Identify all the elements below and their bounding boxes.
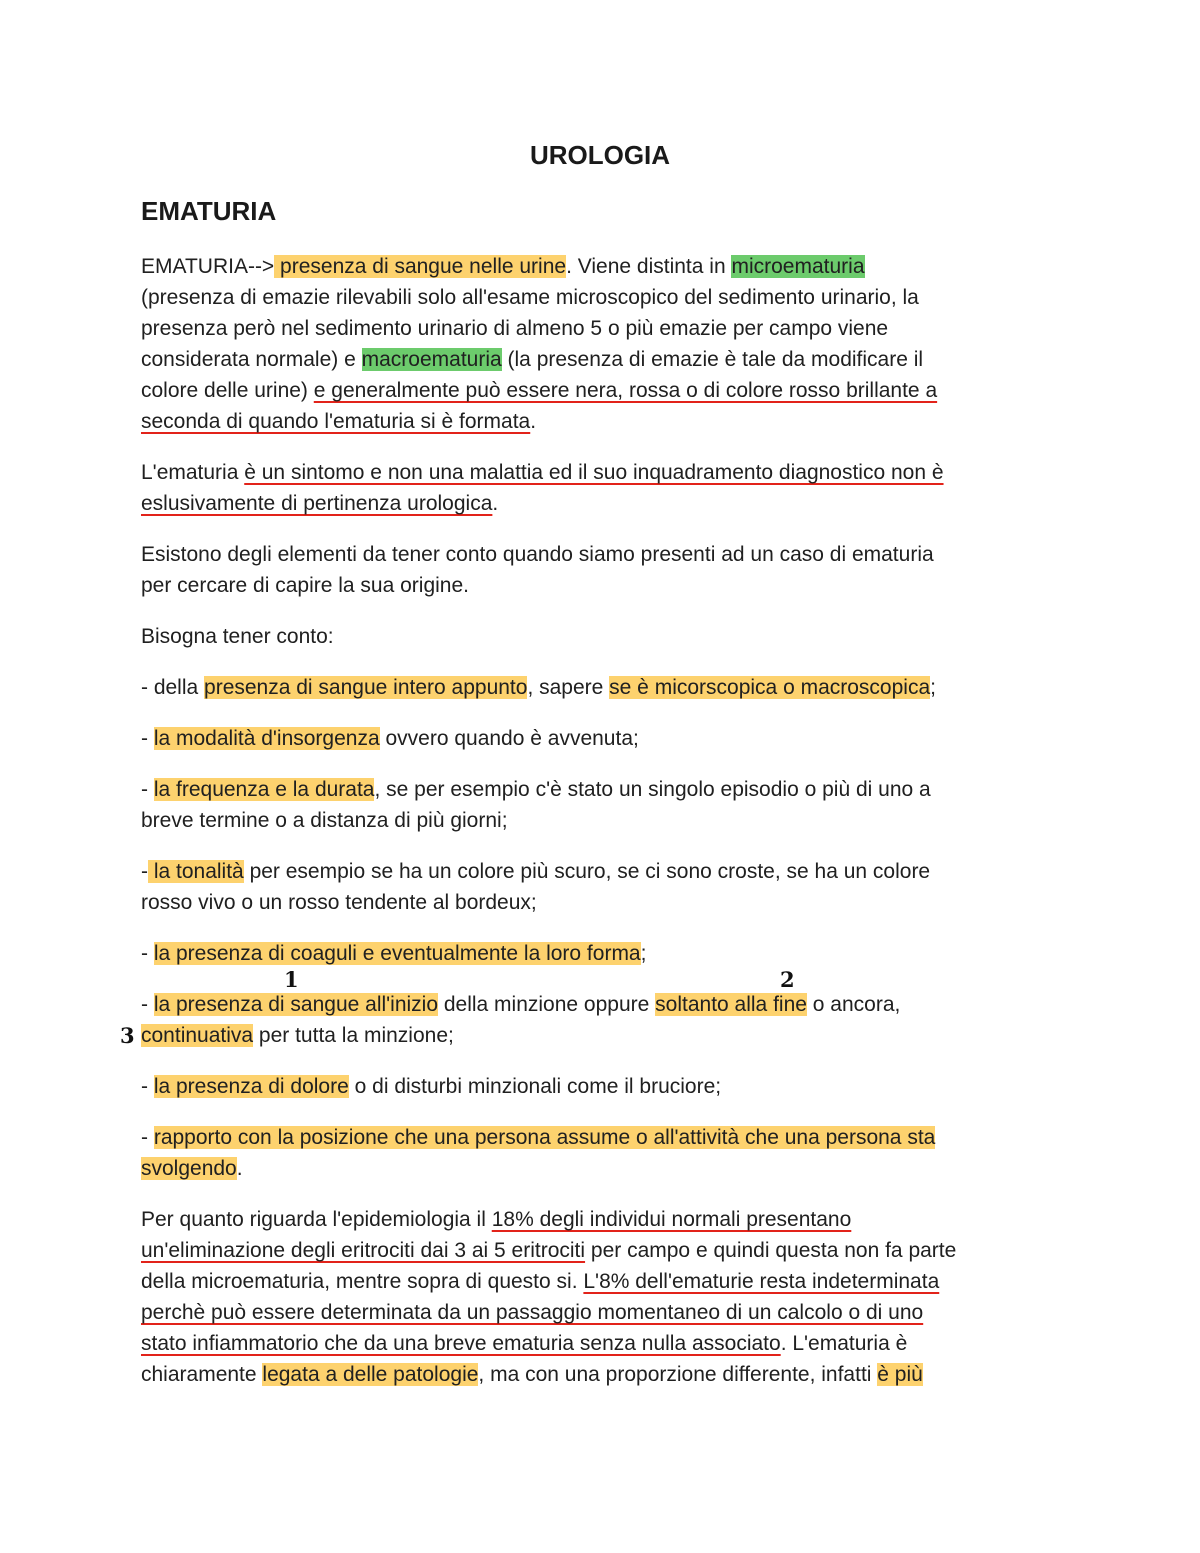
text-run: ; [930, 676, 936, 699]
underlined-text: 18% degli individui normali presentano un'eliminazione degli eritrociti dai 3 ai 5 eritrociti [141, 1208, 852, 1262]
list-item-timing [141, 989, 1061, 1051]
text-run: ; [640, 942, 647, 965]
text-run: Bisogna tener conto: [141, 625, 334, 648]
text-run: EMATURIA--> [141, 255, 275, 278]
text-run: , ma con una proporzione differente, infatti [478, 1363, 878, 1386]
highlighted-text: presenza di sangue nelle urine [274, 255, 567, 278]
text-run: . [236, 1157, 243, 1180]
text-run: - [141, 778, 154, 801]
highlighted-text: soltanto alla fine [655, 993, 807, 1016]
highlighted-text: la modalità d'insorgenza [153, 727, 380, 750]
text-run: - della [141, 676, 205, 699]
paragraph-symptom [141, 457, 1061, 519]
text-run: (la presenza di emazie è tale da modificare il colore delle urine) [141, 348, 924, 402]
handwritten-annotation-2: 2 [780, 967, 795, 992]
highlighted-text: la presenza di dolore [153, 1075, 349, 1098]
paragraph-epidemiology [141, 1204, 1061, 1390]
highlighted-term: macroematuria [361, 348, 502, 371]
list-item-pain [141, 1071, 1061, 1102]
underlined-text: e generalmente può essere nera, rossa o di colore rosso brillante a seconda di quando l'ematuria si è formata [141, 379, 938, 433]
highlighted-text: continuativa [141, 1024, 254, 1047]
text-run: . [492, 492, 499, 515]
handwritten-annotation-3: 3 [120, 1023, 135, 1048]
list-item-presence [141, 672, 1061, 703]
handwritten-annotation-1: 1 [284, 967, 299, 992]
text-run: per tutta la minzione; [253, 1024, 454, 1047]
highlighted-text: la frequenza e la durata [153, 778, 375, 801]
highlighted-text: la presenza di sangue all'inizio [153, 993, 439, 1016]
text-run: Per quanto riguarda l'epidemiologia il [141, 1208, 492, 1231]
text-run: L'ematuria [141, 461, 245, 484]
text-run: ovvero quando è avvenuta; [379, 727, 639, 750]
text-run: - [141, 942, 154, 965]
text-run: . [530, 410, 537, 433]
highlighted-text: è più [877, 1363, 923, 1386]
list-item-tonality [141, 856, 1061, 918]
paragraph-elements [141, 539, 1061, 601]
highlighted-text: la presenza di coaguli e eventualmente la loro forma [153, 942, 641, 965]
text-run: , sapere [527, 676, 610, 699]
list-item-clots [141, 938, 1061, 969]
highlighted-text: rapporto con la posizione che una persona assume o all'attività che una persona sta svolgendo [141, 1126, 936, 1180]
text-run: o di disturbi minzionali come il bruciore; [348, 1075, 722, 1098]
text-run: per esempio se ha un colore più scuro, se ci sono croste, se ha un colore rosso vivo o un rosso tendente al bordeux; [141, 860, 931, 914]
text-run: (presenza di emazie rilevabili solo all'esame microscopico del sedimento urinario, la presenza però nel sedimento urinario di almeno 5 o più emazie per campo viene considerata normale) e [141, 286, 919, 371]
highlighted-text: la tonalità [148, 860, 244, 883]
text-run: - [141, 1126, 154, 1149]
underlined-text: L'8% dell'ematurie resta indeterminata perchè può essere determinata da un passaggio momentaneo di un calcolo o di uno stato infiammatorio che da una breve ematuria senza nulla associato [141, 1270, 940, 1355]
text-run: - [141, 727, 154, 750]
text-run: , se per esempio c'è stato un singolo episodio o più di uno a breve termine o a distanza di più giorni; [141, 778, 931, 832]
list-item-onset [141, 723, 1061, 754]
text-run: per campo e quindi questa non fa parte della microematuria, mentre sopra di questo si. [141, 1239, 957, 1293]
highlighted-term: microematuria [731, 255, 865, 278]
list-item-position [141, 1122, 1061, 1184]
text-run: . Viene distinta in [566, 255, 732, 278]
text-run: o ancora, [812, 993, 901, 1016]
underlined-text: è un sintomo e non una malattia ed il suo inquadramento diagnostico non è eslusivamente di pertinenza urologica [141, 461, 944, 515]
text-run: - [141, 1075, 154, 1098]
text-run: - [141, 993, 154, 1016]
text-run: Esistono degli elementi da tener conto quando siamo presenti ad un caso di ematuria per cercare di capire la sua origine. [141, 543, 934, 597]
paragraph-definition [141, 251, 1061, 437]
highlighted-text: presenza di sangue intero appunto [204, 676, 528, 699]
text-run: - [141, 860, 148, 883]
document-body [141, 251, 1061, 1410]
highlighted-text: legata a delle patologie [262, 1363, 479, 1386]
section-heading: EMATURIA [141, 196, 277, 226]
text-run: della minzione oppure [438, 993, 656, 1016]
text-run: . L'ematuria è chiaramente [141, 1332, 908, 1386]
list-item-frequency [141, 774, 1061, 836]
document-title: UROLOGIA [529, 140, 671, 170]
paragraph-intro-list [141, 621, 1061, 652]
highlighted-text: se è micorscopica o macroscopica [609, 676, 931, 699]
